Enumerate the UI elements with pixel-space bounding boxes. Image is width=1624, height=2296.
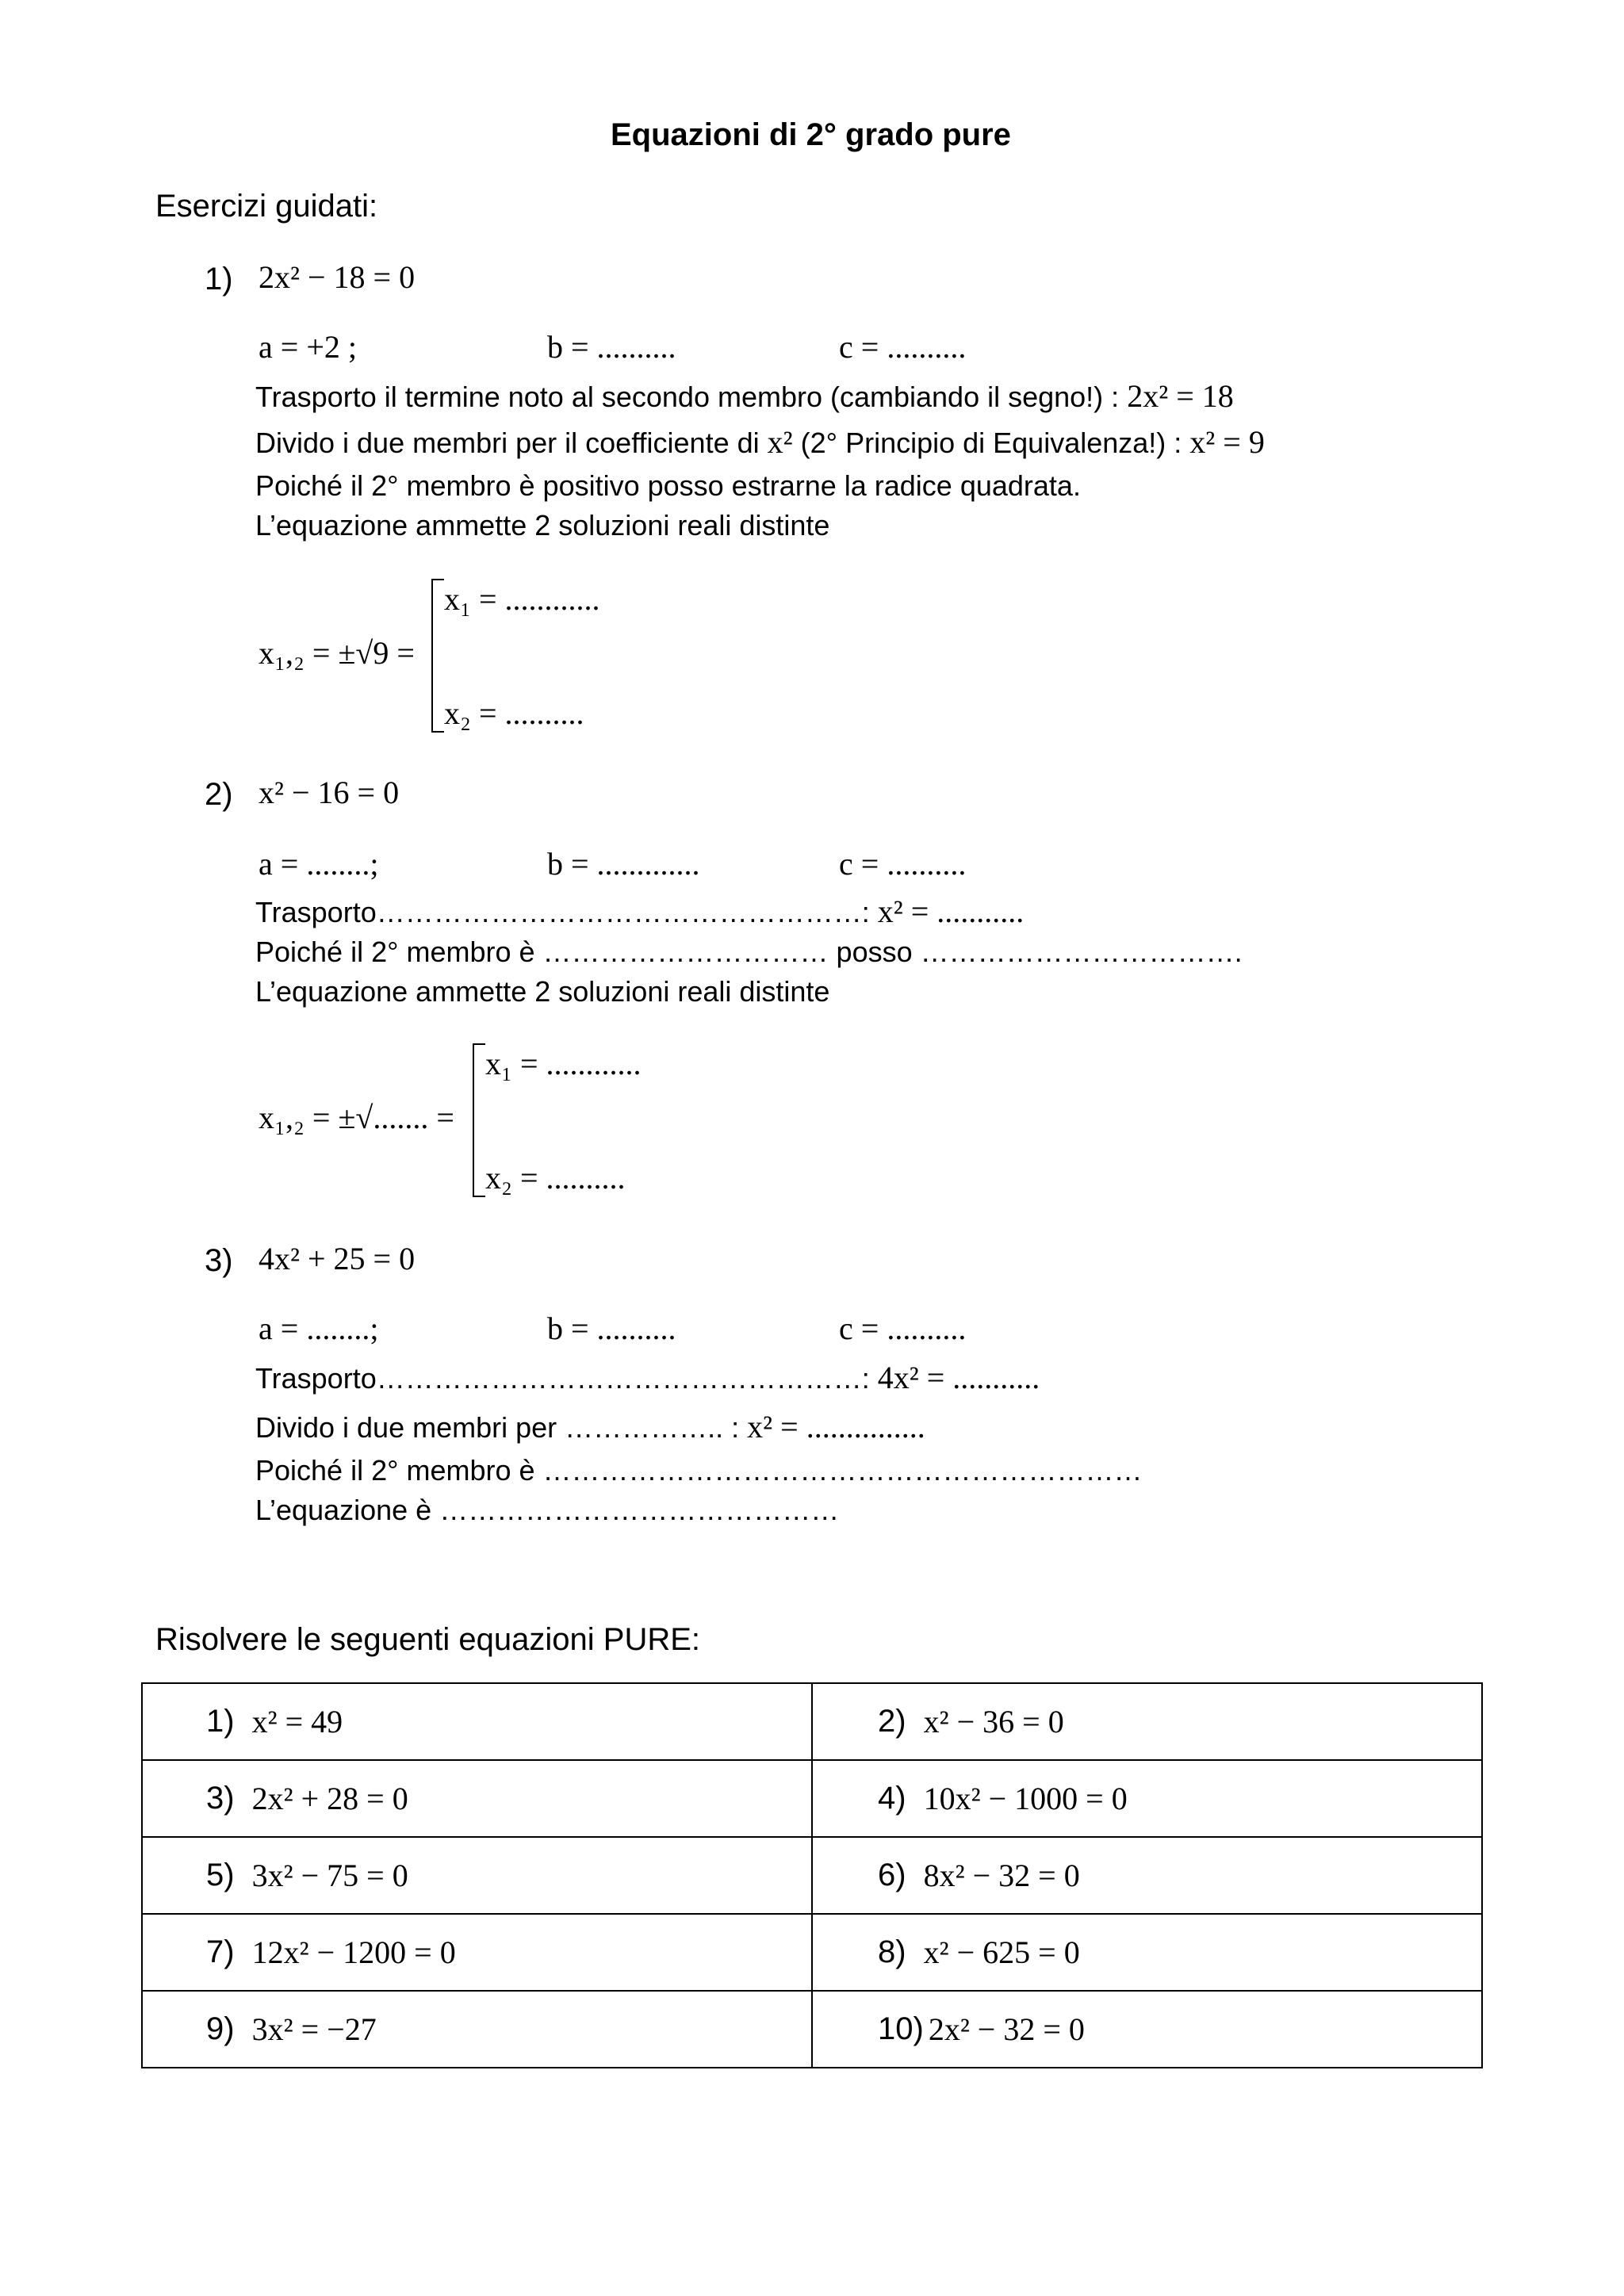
ex3-line3: Poiché il 2° membro è ……………………………………………………… xyxy=(255,1454,1143,1487)
ex2-line1 xyxy=(255,893,1024,930)
ex2-a: a = ........; xyxy=(259,846,379,882)
ex1-equation: 2x² − 18 = 0 xyxy=(259,259,416,295)
ex2-equation: x² − 16 = 0 xyxy=(259,775,400,810)
ex2-c: c = .......... xyxy=(839,846,967,882)
page-title: Equazioni di 2° grado pure xyxy=(611,117,1011,152)
guided-heading: Esercizi guidati: xyxy=(155,189,378,224)
ex1-line2-text-a: Divido i due membri per il coefficiente di xyxy=(255,427,760,459)
exercise-equation: 10x² − 1000 = 0 xyxy=(923,1781,1128,1816)
ex2-line3: L’equazione ammette 2 soluzioni reali distinte xyxy=(255,975,830,1008)
exercise-equation: 3x² = −27 xyxy=(251,2011,377,2047)
table-row xyxy=(142,1837,1482,1914)
table-cell xyxy=(812,1760,1482,1837)
exercise-label: 8) xyxy=(878,1934,906,1969)
exercise-equation: 2x² − 32 = 0 xyxy=(928,2011,1085,2047)
exercise-label: 10) xyxy=(878,2011,924,2046)
ex1-b: b = .......... xyxy=(547,329,676,365)
ex1-line3: Poiché il 2° membro è positivo posso estrarne la radice quadrata. xyxy=(255,469,1081,502)
ex3-equation: 4x² + 25 = 0 xyxy=(259,1241,416,1276)
ex2-root-lhs: x₁,₂ = ±√....... = xyxy=(259,1100,454,1135)
table-cell xyxy=(812,1991,1482,2068)
ex3-b: b = .......... xyxy=(547,1311,676,1346)
table-row xyxy=(142,1914,1482,1991)
ex1-line2-math: x² = 9 xyxy=(1189,424,1265,460)
ex2-bracket xyxy=(473,1043,485,1197)
ex1-root-lhs: x₁,₂ = ±√9 = xyxy=(259,635,415,671)
table-cell xyxy=(142,1914,812,1991)
ex3-line1-text: Trasporto……………………………………………: xyxy=(255,1362,870,1395)
ex2-line2: Poiché il 2° membro è ………………………… posso ……………………………. xyxy=(255,936,1243,968)
ex1-line2-var: x² xyxy=(767,424,793,460)
table-cell xyxy=(812,1914,1482,1991)
ex1-x1: x₁ = ............ xyxy=(444,581,600,617)
ex2-b: b = ............. xyxy=(547,846,700,882)
exercise-equation: 3x² − 75 = 0 xyxy=(251,1858,408,1893)
table-cell xyxy=(142,1760,812,1837)
ex2-line1-text: Trasporto……………………………………………: xyxy=(255,896,870,928)
ex3-label: 3) xyxy=(205,1243,233,1278)
table-row xyxy=(142,1683,1482,1760)
table-cell xyxy=(142,1991,812,2068)
ex1-x2: x₂ = .......... xyxy=(444,695,584,731)
exercise-equation: 2x² + 28 = 0 xyxy=(251,1781,408,1816)
ex2-x2: x₂ = .......... xyxy=(485,1160,626,1196)
ex3-c: c = .......... xyxy=(839,1311,967,1346)
ex1-label: 1) xyxy=(205,262,233,297)
ex3-line1 xyxy=(255,1359,1040,1396)
table-cell xyxy=(142,1837,812,1914)
ex3-a: a = ........; xyxy=(259,1311,379,1346)
exercise-equation: x² − 625 = 0 xyxy=(923,1934,1080,1970)
ex1-c: c = .......... xyxy=(839,329,967,365)
exercise-label: 3) xyxy=(206,1781,235,1816)
exercise-equation: x² − 36 = 0 xyxy=(923,1704,1064,1739)
exercise-label: 4) xyxy=(878,1781,906,1816)
exercise-label: 9) xyxy=(206,2011,235,2046)
exercise-equation: 12x² − 1200 = 0 xyxy=(251,1934,456,1970)
ex2-x1: x₁ = ............ xyxy=(485,1046,642,1081)
exercise-equation: 8x² − 32 = 0 xyxy=(923,1858,1080,1893)
table-row xyxy=(142,1991,1482,2068)
table-row xyxy=(142,1760,1482,1837)
exercises-table xyxy=(141,1682,1483,2068)
solve-heading: Risolvere le seguenti equazioni PURE: xyxy=(155,1622,701,1657)
ex1-line4: L’equazione ammette 2 soluzioni reali distinte xyxy=(255,509,830,541)
ex3-line4: L’equazione è …………………………………… xyxy=(255,1494,840,1526)
table-cell xyxy=(142,1683,812,1760)
ex1-bracket xyxy=(431,579,444,733)
exercise-equation: x² = 49 xyxy=(251,1704,343,1739)
ex3-line2 xyxy=(255,1408,925,1445)
table-cell xyxy=(812,1683,1482,1760)
ex2-label: 2) xyxy=(205,777,233,812)
ex3-line1-math: 4x² = ........... xyxy=(877,1360,1040,1395)
ex1-line1-math: 2x² = 18 xyxy=(1127,378,1234,414)
exercise-label: 1) xyxy=(206,1704,235,1739)
ex1-line1 xyxy=(255,377,1234,415)
ex1-line1-text: Trasporto il termine noto al secondo membro (cambiando il segno!) : xyxy=(255,381,1120,413)
table-cell xyxy=(812,1837,1482,1914)
ex1-line2-text-b: (2° Principio di Equivalenza!) : xyxy=(800,427,1182,459)
exercise-label: 6) xyxy=(878,1858,906,1892)
ex1-line2 xyxy=(255,423,1265,461)
exercise-label: 2) xyxy=(878,1704,906,1739)
ex2-line1-math: x² = ........... xyxy=(877,894,1025,929)
ex3-line2-text: Divido i due membri per …………….. : xyxy=(255,1411,740,1444)
ex1-a: a = +2 ; xyxy=(259,329,357,365)
exercise-label: 7) xyxy=(206,1934,235,1969)
ex3-line2-math: x² = ............... xyxy=(747,1409,925,1445)
exercise-label: 5) xyxy=(206,1858,235,1892)
